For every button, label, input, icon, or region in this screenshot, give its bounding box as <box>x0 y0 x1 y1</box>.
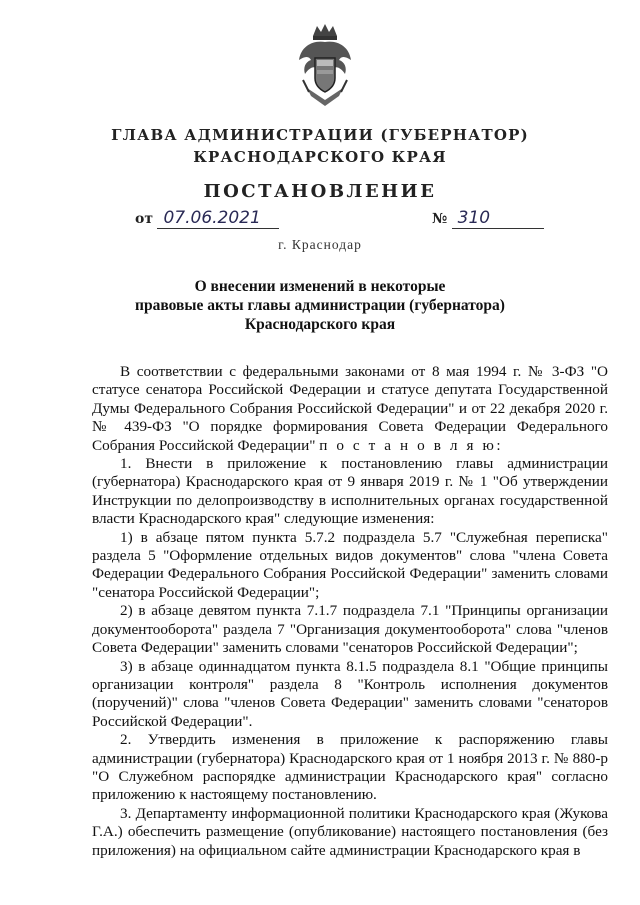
date-block <box>135 208 279 229</box>
subject-line-1: О внесении изменений в некоторые <box>194 278 446 295</box>
document-number: 310 <box>452 208 544 229</box>
intro-decree-word: п о с т а н о в л я ю: <box>319 436 504 454</box>
paragraph-2: 2. Утвердить изменения в приложение к распоряжению главы администрации (губернатора) Краснодарского края от 1 ноября 2013 г. № 880-р "О Служебном распорядке администрации Краснодарского края" согласно приложению к настоящему постановлению. <box>92 731 608 804</box>
issuer-title: ГЛАВА АДМИНИСТРАЦИИ (ГУБЕРНАТОР) <box>111 126 529 144</box>
paragraph-intro <box>92 363 608 455</box>
city-line: г. Краснодар <box>278 237 362 252</box>
paragraph-3: 3. Департаменту информационной политики Краснодарского края (Жукова Г.А.) обеспечить размещение (опубликование) настоящего постановления (без приложения) на официальном сайте администрации Краснодарского края в <box>92 804 608 859</box>
paragraph-1-item-1: 1) в абзаце пятом пункта 5.7.2 подраздела 5.7 "Служебная переписка" раздела 5 "Оформление отдельных видов документов" слова "члена Совета Федерации Федерального Собрания Российской Федерации" заменить словами "сенатора Российской Федерации"; <box>92 528 608 601</box>
document-body <box>92 363 608 860</box>
paragraph-1-item-2: 2) в абзаце девятом пункта 7.1.7 подраздела 7.1 "Принципы организации документооборота" раздела 7 "Организация документооборота" слова "членов Совета Федерации" заменить словами "сенаторов Российской Федерации"; <box>92 602 608 657</box>
date-prefix: от <box>135 211 154 227</box>
number-prefix: № <box>432 211 448 227</box>
subject-line-3: Краснодарского края <box>244 316 396 333</box>
coat-of-arms-emblem <box>295 22 355 110</box>
document-type: ПОСТАНОВЛЕНИЕ <box>203 181 437 202</box>
paragraph-1: 1. Внести в приложение к постановлению главы администрации (губернатора) Краснодарского края от 9 января 2019 г. № 1 "Об утверждении Инструкции по делопроизводству в исполнительных органах государственной власти Краснодарского края" следующие изменения: <box>92 455 608 528</box>
intro-text: В соответствии с федеральными законами от 8 мая 1994 г. № 3-ФЗ "О статусе сенатора Российской Федерации и статусе депутата Государственной Думы Федерального Собрания Российской Федерации" и от 22 декабря 2020 г. № 439-ФЗ "О порядке формирования Совета Федерации Федерального Собрания Российской Федерации" <box>92 363 608 454</box>
issuer-region: КРАСНОДАРСКОГО КРАЯ <box>193 148 447 166</box>
subject-line-2: правовые акты главы администрации (губернатора) <box>135 297 505 314</box>
document-subject <box>0 277 640 334</box>
number-block <box>432 208 544 229</box>
paragraph-1-item-3: 3) в абзаце одиннадцатом пункта 8.1.5 подраздела 8.1 "Общие принципы организации контроля" раздела 8 "Контроль исполнения документов (поручений)" слова "членов Совета Федерации" заменить словами "сенаторов Российской Федерации". <box>92 657 608 730</box>
document-date: 07.06.2021 <box>157 208 279 229</box>
